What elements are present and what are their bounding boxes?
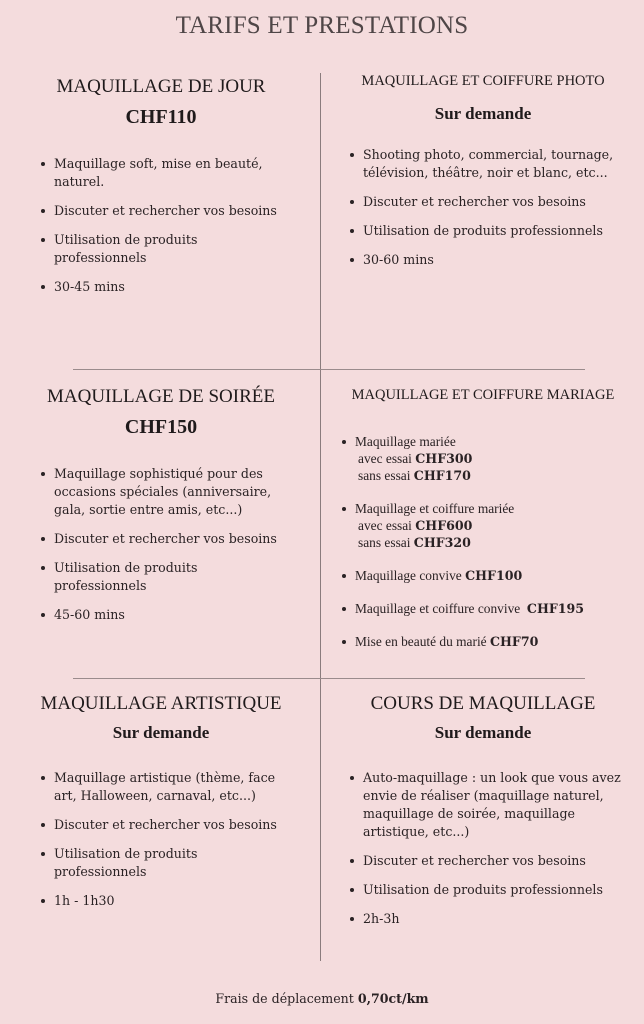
list-item: 45-60 mins xyxy=(40,606,292,624)
travel-fee-note xyxy=(0,991,644,1006)
service-list xyxy=(40,769,292,910)
item-label: Maquillage convive xyxy=(355,568,466,583)
subline-text: sans essai xyxy=(358,468,414,483)
service-list xyxy=(349,769,632,928)
list-item xyxy=(341,567,636,584)
list-item: Maquillage soft, mise en beauté, naturel. xyxy=(40,155,292,191)
page-title: TARIFS ET PRESTATIONS xyxy=(175,12,469,39)
list-item: Shooting photo, commercial, tournage, télévision, théâtre, noir et blanc, etc... xyxy=(349,146,632,182)
section-price: Sur demande xyxy=(112,723,210,742)
item-price: CHF195 xyxy=(526,601,585,616)
travel-fee-price: 0,70ct/km xyxy=(357,991,429,1006)
section-maquillage-artistique xyxy=(0,693,322,921)
section-title: MAQUILLAGE DE JOUR xyxy=(56,76,266,97)
list-item: Discuter et rechercher vos besoins xyxy=(349,193,632,211)
list-item: Maquillage artistique (thème, face art, Halloween, carnaval, etc...) xyxy=(40,769,292,805)
item-label: Maquillage et coiffure convive xyxy=(355,601,527,616)
subline-price: CHF320 xyxy=(413,535,471,550)
section-maquillage-de-jour xyxy=(0,76,322,307)
list-item: Discuter et rechercher vos besoins xyxy=(40,816,292,834)
section-title: MAQUILLAGE ARTISTIQUE xyxy=(40,693,282,714)
list-item: Utilisation de produits professionnels xyxy=(349,881,632,899)
horizontal-divider xyxy=(73,678,585,679)
list-item: 1h - 1h30 xyxy=(40,892,292,910)
subline-text: avec essai xyxy=(358,451,416,466)
item-subline xyxy=(355,467,636,484)
section-price: Sur demande xyxy=(434,723,532,742)
list-item xyxy=(341,600,636,617)
section-title: MAQUILLAGE ET COIFFURE PHOTO xyxy=(361,73,605,89)
service-list xyxy=(40,465,292,624)
item-label: Maquillage et coiffure mariée xyxy=(355,501,515,516)
section-maquillage-de-soiree xyxy=(0,386,322,635)
travel-fee-label: Frais de déplacement xyxy=(215,991,358,1006)
section-title: MAQUILLAGE DE SOIRÉE xyxy=(47,386,275,407)
item-subline xyxy=(355,534,636,551)
horizontal-divider xyxy=(73,369,585,370)
list-item: Maquillage sophistiqué pour des occasions spéciales (anniversaire, gala, sortie entre amis, etc...) xyxy=(40,465,292,519)
section-title: COURS DE MAQUILLAGE xyxy=(370,693,596,714)
item-price: CHF70 xyxy=(489,634,539,649)
subline-price: CHF170 xyxy=(413,468,471,483)
list-item: Utilisation de produits professionnels xyxy=(349,222,632,240)
subline-price: CHF600 xyxy=(415,518,473,533)
service-list xyxy=(40,155,292,296)
item-subline xyxy=(355,517,636,534)
service-list xyxy=(341,433,636,650)
item-subline xyxy=(355,450,636,467)
subline-text: avec essai xyxy=(358,518,416,533)
item-label: Maquillage mariée xyxy=(355,434,456,449)
section-price: CHF150 xyxy=(124,416,198,438)
section-maquillage-coiffure-photo xyxy=(322,73,644,280)
list-item xyxy=(341,500,636,551)
list-item: Discuter et rechercher vos besoins xyxy=(349,852,632,870)
list-item: 30-60 mins xyxy=(349,251,632,269)
list-item: 30-45 mins xyxy=(40,278,292,296)
section-cours-de-maquillage xyxy=(322,693,644,939)
section-price: CHF110 xyxy=(125,106,197,128)
list-item: Auto-maquillage : un look que vous avez envie de réaliser (maquillage naturel, maquillage de soirée, maquillage artistique, etc...) xyxy=(349,769,632,841)
list-item: Utilisation de produits professionnels xyxy=(40,559,292,595)
list-item: Discuter et rechercher vos besoins xyxy=(40,530,292,548)
list-item: Discuter et rechercher vos besoins xyxy=(40,202,292,220)
subline-text: sans essai xyxy=(358,535,414,550)
list-item: Utilisation de produits professionnels xyxy=(40,845,292,881)
list-item: 2h-3h xyxy=(349,910,632,928)
list-item xyxy=(341,433,636,484)
item-price: CHF100 xyxy=(465,568,523,583)
service-list xyxy=(349,146,632,269)
section-title: MAQUILLAGE ET COIFFURE MARIAGE xyxy=(351,387,615,403)
list-item: Utilisation de produits professionnels xyxy=(40,231,292,267)
item-label: Mise en beauté du marié xyxy=(355,634,490,649)
subline-price: CHF300 xyxy=(415,451,473,466)
section-price: Sur demande xyxy=(434,104,532,123)
list-item xyxy=(341,633,636,650)
section-maquillage-coiffure-mariage xyxy=(322,387,644,666)
